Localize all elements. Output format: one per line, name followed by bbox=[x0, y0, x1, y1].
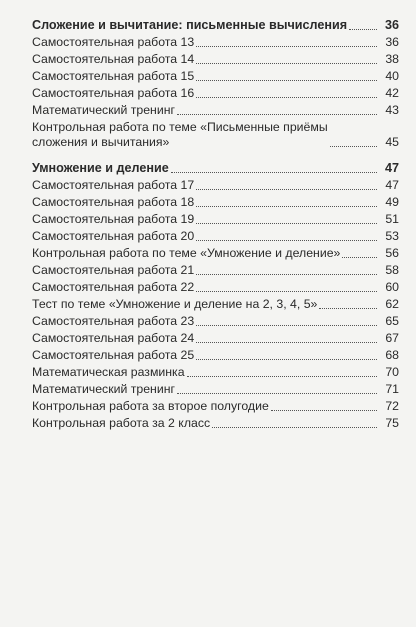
toc-entry[interactable] bbox=[32, 103, 399, 118]
dot-leader bbox=[330, 146, 377, 147]
toc-page-number: 42 bbox=[385, 86, 399, 100]
toc-entry-label: Контрольная работа за второе полугодие bbox=[32, 399, 269, 413]
toc-page-number: 36 bbox=[385, 35, 399, 49]
dot-leader bbox=[171, 172, 377, 173]
toc-entry[interactable] bbox=[32, 229, 399, 244]
toc-entry[interactable] bbox=[32, 69, 399, 84]
dot-leader bbox=[196, 240, 377, 241]
toc-entry[interactable] bbox=[32, 195, 399, 210]
toc-entry[interactable] bbox=[32, 382, 399, 397]
toc-section-addition-subtraction bbox=[32, 18, 399, 150]
toc-entry[interactable] bbox=[32, 314, 399, 329]
dot-leader bbox=[196, 325, 377, 326]
dot-leader bbox=[196, 189, 377, 190]
toc-entry-label: Тест по теме «Умножение и деление на 2, 3, 4, 5» bbox=[32, 297, 318, 311]
toc-entry[interactable] bbox=[32, 246, 399, 261]
toc-page-number: 58 bbox=[385, 263, 399, 277]
toc-entry-label: Контрольная работа за 2 класс bbox=[32, 416, 211, 430]
toc-page-number: 40 bbox=[385, 69, 399, 83]
dot-leader bbox=[196, 342, 377, 343]
dot-leader bbox=[319, 308, 377, 309]
dot-leader bbox=[177, 114, 377, 115]
toc-page-number: 43 bbox=[385, 103, 399, 117]
toc-entry[interactable] bbox=[32, 348, 399, 363]
dot-leader bbox=[212, 427, 377, 428]
toc-page-number: 75 bbox=[385, 416, 399, 430]
toc-entry-label: Самостоятельная работа 22 bbox=[32, 280, 195, 294]
toc-entry-label: Самостоятельная работа 14 bbox=[32, 52, 195, 66]
toc-entry[interactable] bbox=[32, 331, 399, 346]
toc-entry-label: Самостоятельная работа 23 bbox=[32, 314, 195, 328]
dot-leader bbox=[196, 274, 377, 275]
toc-page-number: 47 bbox=[385, 178, 399, 192]
toc-page-number: 56 bbox=[385, 246, 399, 260]
dot-leader bbox=[196, 63, 377, 64]
toc-entry-label: Контрольная работа по теме «Умножение и деление» bbox=[32, 246, 341, 260]
toc-section-heading[interactable] bbox=[32, 18, 399, 33]
toc-entry-label: Математическая разминка bbox=[32, 365, 185, 379]
toc-page-number: 70 bbox=[385, 365, 399, 379]
toc-entry-label: Самостоятельная работа 16 bbox=[32, 86, 195, 100]
toc-page-number: 49 bbox=[385, 195, 399, 209]
toc-page-number: 45 bbox=[385, 135, 399, 149]
toc-entry[interactable] bbox=[32, 263, 399, 278]
dot-leader bbox=[177, 393, 377, 394]
toc-entry-label: Математический тренинг bbox=[32, 382, 175, 396]
toc-entry-label-line1: Контрольная работа по теме «Письменные приёмы bbox=[32, 120, 328, 134]
dot-leader bbox=[196, 46, 377, 47]
dot-leader bbox=[196, 97, 377, 98]
toc-page-number: 53 bbox=[385, 229, 399, 243]
toc-section-heading[interactable] bbox=[32, 161, 399, 176]
toc-page-number: 65 bbox=[385, 314, 399, 328]
toc-entry-label: Самостоятельная работа 21 bbox=[32, 263, 195, 277]
toc-entry[interactable] bbox=[32, 178, 399, 193]
toc-entry-label: Самостоятельная работа 17 bbox=[32, 178, 195, 192]
toc-entry[interactable] bbox=[32, 365, 399, 380]
toc-entry-label: Самостоятельная работа 19 bbox=[32, 212, 195, 226]
toc-entry-label: Самостоятельная работа 25 bbox=[32, 348, 195, 362]
toc-page-number: 62 bbox=[385, 297, 399, 311]
toc-page-number: 51 bbox=[385, 212, 399, 226]
toc-page-number: 60 bbox=[385, 280, 399, 294]
toc-page-number: 47 bbox=[384, 161, 399, 175]
toc-heading-label: Умножение и деление bbox=[32, 161, 169, 175]
dot-leader bbox=[196, 291, 377, 292]
toc-entry-label: Самостоятельная работа 18 bbox=[32, 195, 195, 209]
toc-entry-label: Самостоятельная работа 13 bbox=[32, 35, 195, 49]
dot-leader bbox=[187, 376, 377, 377]
toc-entry-label: Математический тренинг bbox=[32, 103, 175, 117]
toc-entry[interactable] bbox=[32, 86, 399, 101]
section-gap bbox=[32, 152, 399, 161]
toc-entry-label bbox=[32, 120, 330, 150]
toc-entry-multiline[interactable] bbox=[32, 120, 399, 150]
table-of-contents bbox=[32, 18, 399, 433]
toc-page-number: 36 bbox=[384, 18, 399, 32]
toc-page-number: 38 bbox=[385, 52, 399, 66]
toc-page-number: 68 bbox=[385, 348, 399, 362]
dot-leader bbox=[349, 29, 377, 30]
toc-entry[interactable] bbox=[32, 416, 399, 431]
dot-leader bbox=[271, 410, 377, 411]
toc-page-number: 72 bbox=[385, 399, 399, 413]
toc-entry[interactable] bbox=[32, 399, 399, 414]
dot-leader bbox=[342, 257, 377, 258]
toc-entry[interactable] bbox=[32, 297, 399, 312]
toc-entry-label-line2: сложения и вычитания» bbox=[32, 135, 170, 149]
toc-page-number: 71 bbox=[385, 382, 399, 396]
toc-entry-label: Самостоятельная работа 15 bbox=[32, 69, 195, 83]
toc-entry[interactable] bbox=[32, 212, 399, 227]
toc-page-number: 67 bbox=[385, 331, 399, 345]
toc-entry-label: Самостоятельная работа 20 bbox=[32, 229, 195, 243]
dot-leader bbox=[196, 206, 377, 207]
dot-leader bbox=[196, 80, 377, 81]
toc-entry[interactable] bbox=[32, 280, 399, 295]
toc-heading-label: Сложение и вычитание: письменные вычисления bbox=[32, 18, 348, 32]
dot-leader bbox=[196, 359, 377, 360]
toc-section-multiplication-division bbox=[32, 161, 399, 431]
toc-entry-label: Самостоятельная работа 24 bbox=[32, 331, 195, 345]
toc-entry[interactable] bbox=[32, 35, 399, 50]
dot-leader bbox=[196, 223, 377, 224]
toc-entry[interactable] bbox=[32, 52, 399, 67]
